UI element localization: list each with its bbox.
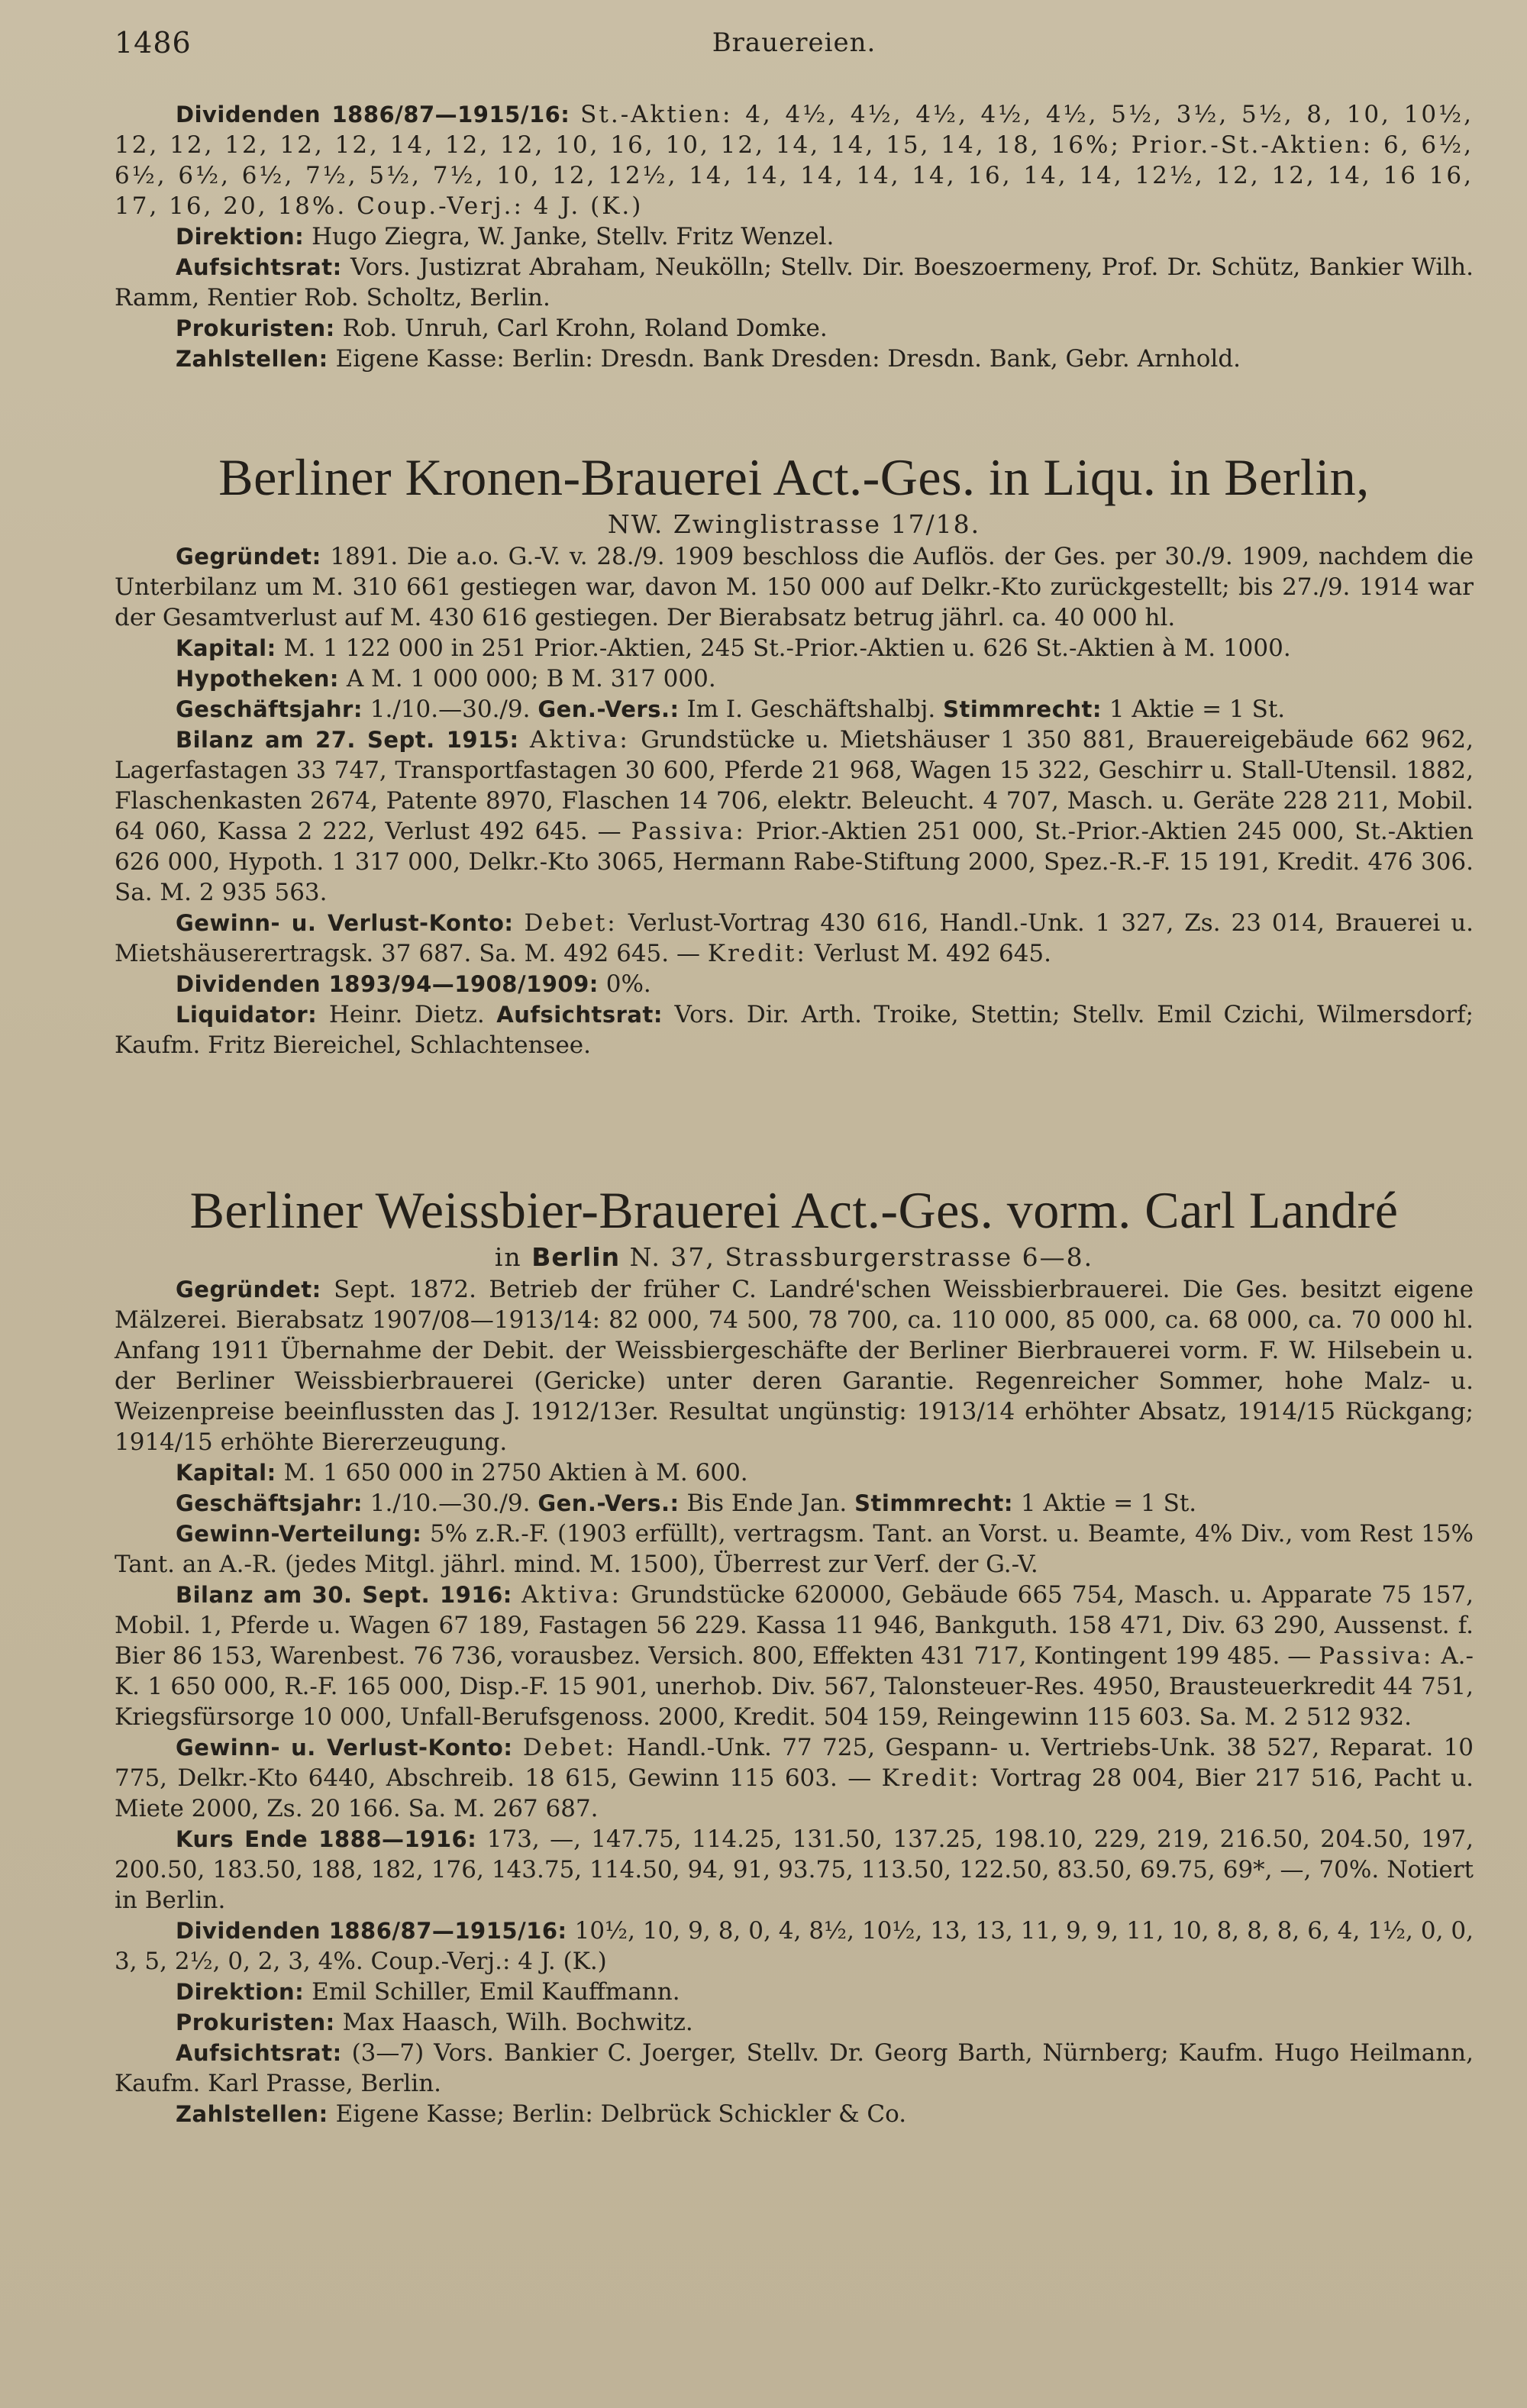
kronen-address: NW. Zwinglistrasse 17/18. <box>607 509 981 539</box>
kronen-liquidator: Liquidator: Heinr. Dietz. Aufsichtsrat: Vors. Dir. Arth. Troike, Stettin; Stellv. Emil Czichi, Wilmersdorf; Kaufm. Fritz Biereichel, Schlachtensee. <box>115 1001 1474 1059</box>
previous-entry-continuation <box>115 99 1474 374</box>
entry-kronen-brauerei <box>115 447 1474 1060</box>
kronen-hypotheken: Hypotheken: A M. 1 000 000; B M. 317 000. <box>176 665 716 692</box>
kronen-bilanz: Bilanz am 27. Sept. 1915: Aktiva: Grundstücke u. Mietshäuser 1 350 881, Brauereigebäude 662 962, Lagerfastagen 33 747, Transportfastagen 30 600, Pferde 21 968, Wagen 15 322, Geschirr u. Stall-Utensil. 1882, Flaschenkasten 2674, Patente 8970, Flaschen 14 706, elektr. Beleucht. 4 707, Masch. u. Geräte 228 211, Mobil. 64 060, Kassa 2 222, Verlust 492 645. — Passiva: Prior.-Aktien 251 000, St.-Prior.-Aktien 245 000, St.-Aktien 626 000, Hypoth. 1 317 000, Delkr.-Kto 3065, Hermann Rabe-Stiftung 2000, Spez.-R.-F. 15 191, Kredit. 476 306. Sa. M. 2 935 563. <box>115 726 1474 906</box>
weissbier-kapital: Kapital: M. 1 650 000 in 2750 Aktien à M. 600. <box>176 1459 748 1486</box>
page-header <box>115 26 1474 72</box>
kronen-geschaeftsjahr: Geschäftsjahr: 1./10.—30./9. Gen.-Vers.: Im I. Geschäftshalbj. Stimmrecht: 1 Aktie = 1 St. <box>176 696 1286 723</box>
weissbier-aufsichtsrat: Aufsichtsrat: (3—7) Vors. Bankier C. Joerger, Stellv. Dr. Georg Barth, Nürnberg; Kaufm. Hugo Heilmann, Kaufm. Karl Prasse, Berlin. <box>115 2039 1474 2097</box>
prev-direktion: Direktion: Hugo Ziegra, W. Janke, Stellv. Fritz Wenzel. <box>176 223 835 250</box>
kronen-gewinn: Gewinn- u. Verlust-Konto: Debet: Verlust-Vortrag 430 616, Handl.-Unk. 1 327, Zs. 23 014, Brauerei u. Mietshäuserertragsk. 37 687. Sa. M. 492 645. — Kredit: Verlust M. 492 645. <box>115 909 1474 967</box>
kronen-dividenden: Dividenden 1893/94—1908/1909: 0%. <box>176 970 651 998</box>
weissbier-geschaeftsjahr: Geschäftsjahr: 1./10.—30./9. Gen.-Vers.: Bis Ende Jan. Stimmrecht: 1 Aktie = 1 St. <box>176 1490 1197 1517</box>
weissbier-gewinn: Gewinn- u. Verlust-Konto: Debet: Handl.-Unk. 77 725, Gespann- u. Vertriebs-Unk. 38 527, Reparat. 10 775, Delkr.-Kto 6440, Abschreib. 18 615, Gewinn 115 603. — Kredit: Vortrag 28 004, Bier 217 516, Pacht u. Miete 2000, Zs. 20 166. Sa. M. 267 687. <box>115 1734 1474 1822</box>
kronen-title: Berliner Kronen-Brauerei Act.-Ges. in Liqu. in Berlin, <box>218 448 1370 506</box>
weissbier-title: Berliner Weissbier-Brauerei Act.-Ges. vorm. Carl Landré <box>189 1181 1399 1239</box>
kronen-gegruendet: Gegründet: 1891. Die a.o. G.-V. v. 28./9. 1909 beschloss die Auflös. der Ges. per 30./9. 1909, nachdem die Unterbilanz um M. 310 661 gestiegen war, davon M. 150 000 auf Delkr.-Kto zurückgestellt; bis 27./9. 1914 war der Gesamtverlust auf M. 430 616 gestiegen. Der Bierabsatz betrug jährl. ca. 40 000 hl. <box>115 543 1474 631</box>
prev-dividenden: Dividenden 1886/87—1915/16: St.-Aktien: 4, 4½, 4½, 4½, 4½, 4½, 5½, 3½, 5½, 8, 10, 10½, 12, 12, 12, 12, 12, 14, 12, 12, 10, 16, 10, 12, 14, 14, 15, 14, 18, 16%; Prior.-St.-Aktien: 6, 6½, 6½, 6½, 6½, 7½, 5½, 7½, 10, 12, 12½, 14, 14, 14, 14, 14, 16, 14, 14, 12½, 12, 12, 14, 16 16, 17, 16, 20, 18%. Coup.-Verj.: 4 J. (K.) <box>115 101 1474 220</box>
weissbier-gegruendet: Gegründet: Sept. 1872. Betrieb der früher C. Landré'schen Weissbierbrauerei. Die Ges. besitzt eigene Mälzerei. Bierabsatz 1907/08—1913/14: 82 000, 74 500, 78 700, ca. 110 000, 85 000, ca. 68 000, ca. 70 000 hl. Anfang 1911 Übernahme der Debit. der Weissbiergeschäfte der Berliner Bierbrauerei vorm. F. W. Hilsebein u. der Berliner Weissbierbrauerei (Gericke) unter deren Garantie. Regenreicher Sommer, hohe Malz- u. Weizenpreise beeinflussten das J. 1912/13er. Resultat ungünstig: 1913/14 erhöhter Absatz, 1914/15 Rückgang; 1914/15 erhöhte Biererzeugung. <box>115 1276 1474 1456</box>
weissbier-gewinnverteilung: Gewinn-Verteilung: 5% z.R.-F. (1903 erfüllt), vertragsm. Tant. an Vorst. u. Beamte, 4% Div., vom Rest 15% Tant. an A.-R. (jedes Mitgl. jährl. mind. M. 1500), Überrest zur Verf. der G.-V. <box>115 1520 1474 1578</box>
weissbier-prokuristen: Prokuristen: Max Haasch, Wilh. Bochwitz. <box>176 2009 693 2036</box>
prev-zahlstellen: Zahlstellen: Eigene Kasse: Berlin: Dresdn. Bank Dresden: Dresdn. Bank, Gebr. Arnhold. <box>176 345 1241 373</box>
weissbier-direktion: Direktion: Emil Schiller, Emil Kauffmann. <box>176 1978 680 2006</box>
running-title: Brauereien. <box>712 27 876 58</box>
weissbier-bilanz: Bilanz am 30. Sept. 1916: Aktiva: Grundstücke 620000, Gebäude 665 754, Masch. u. Apparate 75 157, Mobil. 1, Pferde u. Wagen 67 189, Fastagen 56 229. Kassa 11 946, Bankguth. 158 471, Div. 63 290, Aussenst. f. Bier 86 153, Warenbest. 76 736, vorausbez. Versich. 800, Effekten 431 717, Kontingent 199 485. — Passiva: A.-K. 1 650 000, R.-F. 165 000, Disp.-F. 15 901, unerhob. Div. 567, Talonsteuer-Res. 4950, Brausteuerkredit 44 751, Kriegsfürsorge 10 000, Unfall-Berufsgenoss. 2000, Kredit. 504 159, Reingewinn 115 603. Sa. M. 2 512 932. <box>115 1581 1474 1731</box>
weissbier-address: in Berlin N. 37, Strassburgerstrasse 6—8. <box>494 1242 1094 1272</box>
page-number: 1486 <box>115 26 192 60</box>
prev-prokuristen: Prokuristen: Rob. Unruh, Carl Krohn, Roland Domke. <box>176 315 828 342</box>
weissbier-zahlstellen: Zahlstellen: Eigene Kasse; Berlin: Delbrück Schickler & Co. <box>176 2100 907 2128</box>
weissbier-dividenden: Dividenden 1886/87—1915/16: 10½, 10, 9, 8, 0, 4, 8½, 10½, 13, 13, 11, 9, 9, 11, 10, 8, 8, 8, 6, 4, 1½, 0, 0, 3, 5, 2½, 0, 2, 3, 4%. Coup.-Verj.: 4 J. (K.) <box>115 1917 1474 1975</box>
entry-weissbier-brauerei <box>115 1180 1474 2129</box>
kronen-kapital: Kapital: M. 1 122 000 in 251 Prior.-Aktien, 245 St.-Prior.-Aktien u. 626 St.-Aktien à M. 1000. <box>176 634 1291 662</box>
prev-aufsichtsrat: Aufsichtsrat: Vors. Justizrat Abraham, Neukölln; Stellv. Dir. Boeszoermeny, Prof. Dr. Schütz, Bankier Wilh. Ramm, Rentier Rob. Scholtz, Berlin. <box>115 253 1474 311</box>
weissbier-kurs: Kurs Ende 1888—1916: 173, —, 147.75, 114.25, 131.50, 137.25, 198.10, 229, 219, 216.50, 204.50, 197, 200.50, 183.50, 188, 182, 176, 143.75, 114.50, 94, 91, 93.75, 113.50, 122.50, 83.50, 69.75, 69*, —, 70%. Notiert in Berlin. <box>115 1825 1474 1914</box>
